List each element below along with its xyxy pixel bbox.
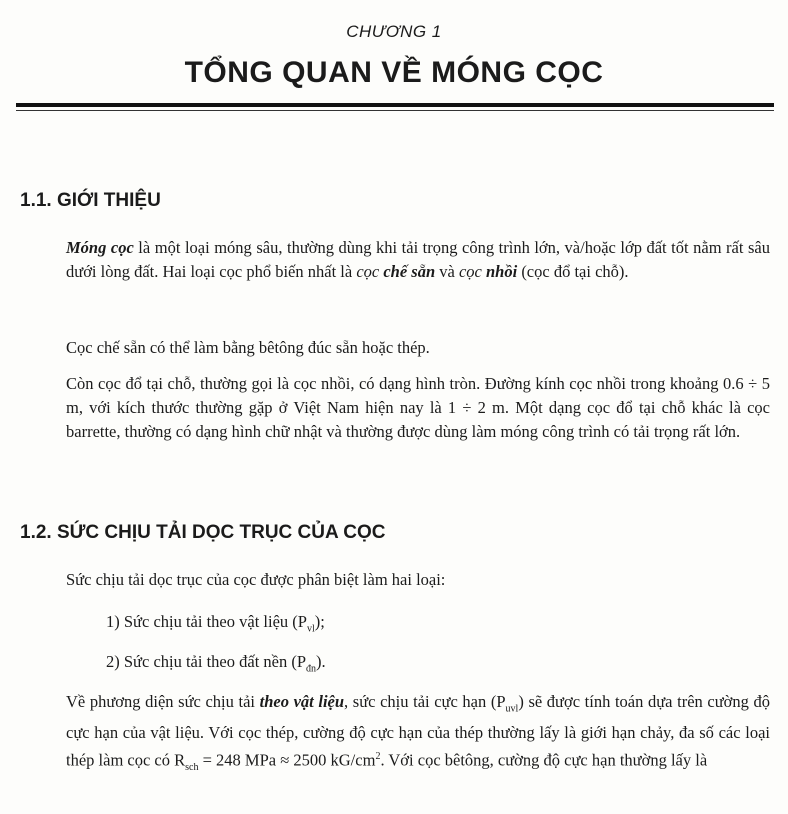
title-rule-thin <box>16 110 774 111</box>
term-theo-vat-lieu: theo vật liệu <box>259 692 345 711</box>
paragraph-coc-nhoi: Còn cọc đổ tại chỗ, thường gọi là cọc nhồi, có dạng hình tròn. Đường kính cọc nhồi trong khoảng 0.6 ÷ 5 m, với kích thước thường gặp ở Việt Nam hiện nay là 1 ÷ 2 m. Một dạng cọc đổ tại chỗ khác là cọc barrette, thường có dạng hình chữ nhật và thường được dùng làm móng công trình có tải trọng rất lớn. <box>66 374 770 441</box>
term-mong-coc: Móng cọc <box>66 238 134 257</box>
paragraph-mong-coc <box>66 236 770 284</box>
title-rule-thick <box>16 103 774 107</box>
list-item-2: 2) Sức chịu tải theo đất nền $(P_{đn})$. <box>106 652 326 675</box>
paragraph-text: (cọc đổ tại chỗ). <box>517 262 629 281</box>
list-item-1: 1) Sức chịu tải theo vật liệu $(P_{vl})$; <box>106 612 325 635</box>
section-heading-1-1: 1.1. GIỚI THIỆU <box>20 190 161 211</box>
term-coc-nhoi-a: cọc <box>458 262 482 281</box>
section-heading-1-2: 1.2. SỨC CHỊU TẢI DỌC TRỤC CỦA CỌC <box>20 522 386 543</box>
term-coc-che-san-a: cọc <box>356 262 380 281</box>
chapter-label: CHƯƠNG 1 <box>346 22 442 41</box>
paragraph-vat-lieu: Về phương diện sức chịu tải theo vật liệu, sức chịu tải cực hạn $(P_{uvl})$ sẽ được tính toán dựa trên cường độ cực hạn của vật liệu. Với cọc thép, cường độ cực hạn của thép thường lấy là giới hạn chảy, đa số các loại thép làm cọc có $R_{sch} = 248$ MPa ≈ 2500 $kG/cm^2$. Với cọc bêtông, cường độ cực hạn thường lấy là <box>66 692 771 774</box>
paragraph-text: và <box>435 262 459 281</box>
term-coc-che-san-b: chế sẵn <box>379 262 436 281</box>
paragraph-coc-che-san: Cọc chế sẵn có thể làm bằng bêtông đúc sẵn hoặc thép. <box>66 338 430 357</box>
paragraph-text: là một loại móng sâu, thường dùng khi tải trọng công trình lớn, và/hoặc lớp đất tốt nằm rất sâu dưới lòng đất. Hai loại cọc phổ biến nhất là <box>66 238 770 281</box>
term-coc-nhoi-b: nhồi <box>481 262 518 281</box>
paragraph-intro: Sức chịu tải dọc trục của cọc được phân biệt làm hai loại: <box>66 570 446 589</box>
chapter-title: TỔNG QUAN VỀ MÓNG CỌC <box>184 56 604 89</box>
